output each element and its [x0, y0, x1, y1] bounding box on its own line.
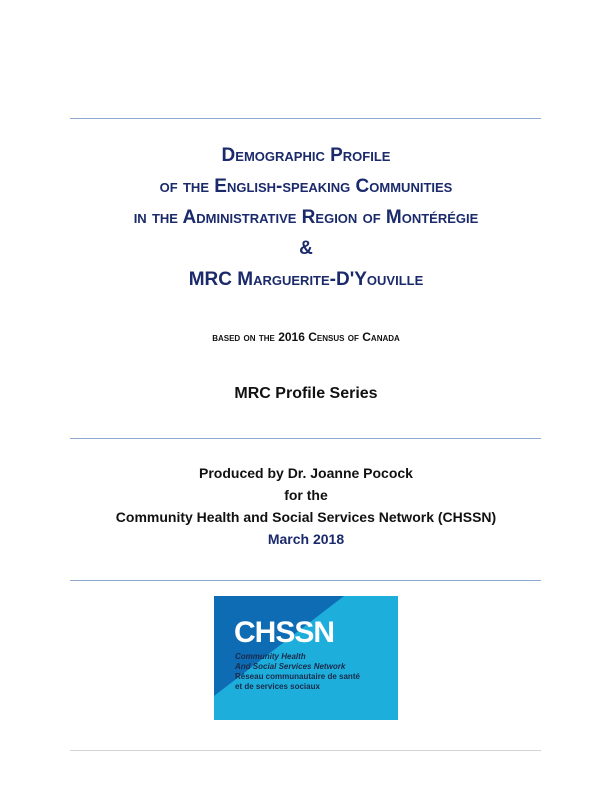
document-title: [0, 140, 612, 295]
series-label: MRC Profile Series: [234, 385, 378, 402]
author-line: Produced by Dr. Joanne Pocock: [199, 465, 413, 481]
logo-caption-line-2: And Social Services Network: [235, 662, 346, 671]
logo-caption-line-3: Réseau communautaire de santé: [235, 672, 360, 681]
title-ampersand: &: [299, 238, 313, 259]
logo-caption: [235, 652, 360, 692]
title-line-1: Demographic Profile: [221, 145, 391, 166]
title-line-3: in the Administrative Region of Montérégie: [133, 207, 479, 228]
publication-date: March 2018: [267, 531, 345, 547]
logo-caption-line-4: et de services sociaux: [235, 682, 320, 691]
title-line-5: MRC Marguerite-D'Youville: [188, 269, 424, 290]
logo-wordmark: CHSSN: [234, 616, 335, 649]
bottom-divider: [70, 750, 541, 751]
chssn-logo: [214, 596, 398, 720]
top-divider: [70, 118, 541, 119]
for-the-line: for the: [284, 487, 328, 503]
credits-block: [0, 462, 612, 550]
middle-divider: [70, 438, 541, 439]
organization-line: Community Health and Social Services Network (CHSSN): [115, 509, 497, 525]
census-note: based on the 2016 Census of Canada: [212, 330, 400, 344]
logo-caption-line-1: Community Health: [235, 652, 306, 661]
lower-divider: [70, 580, 541, 581]
title-line-2: of the English-speaking Communities: [159, 176, 453, 197]
